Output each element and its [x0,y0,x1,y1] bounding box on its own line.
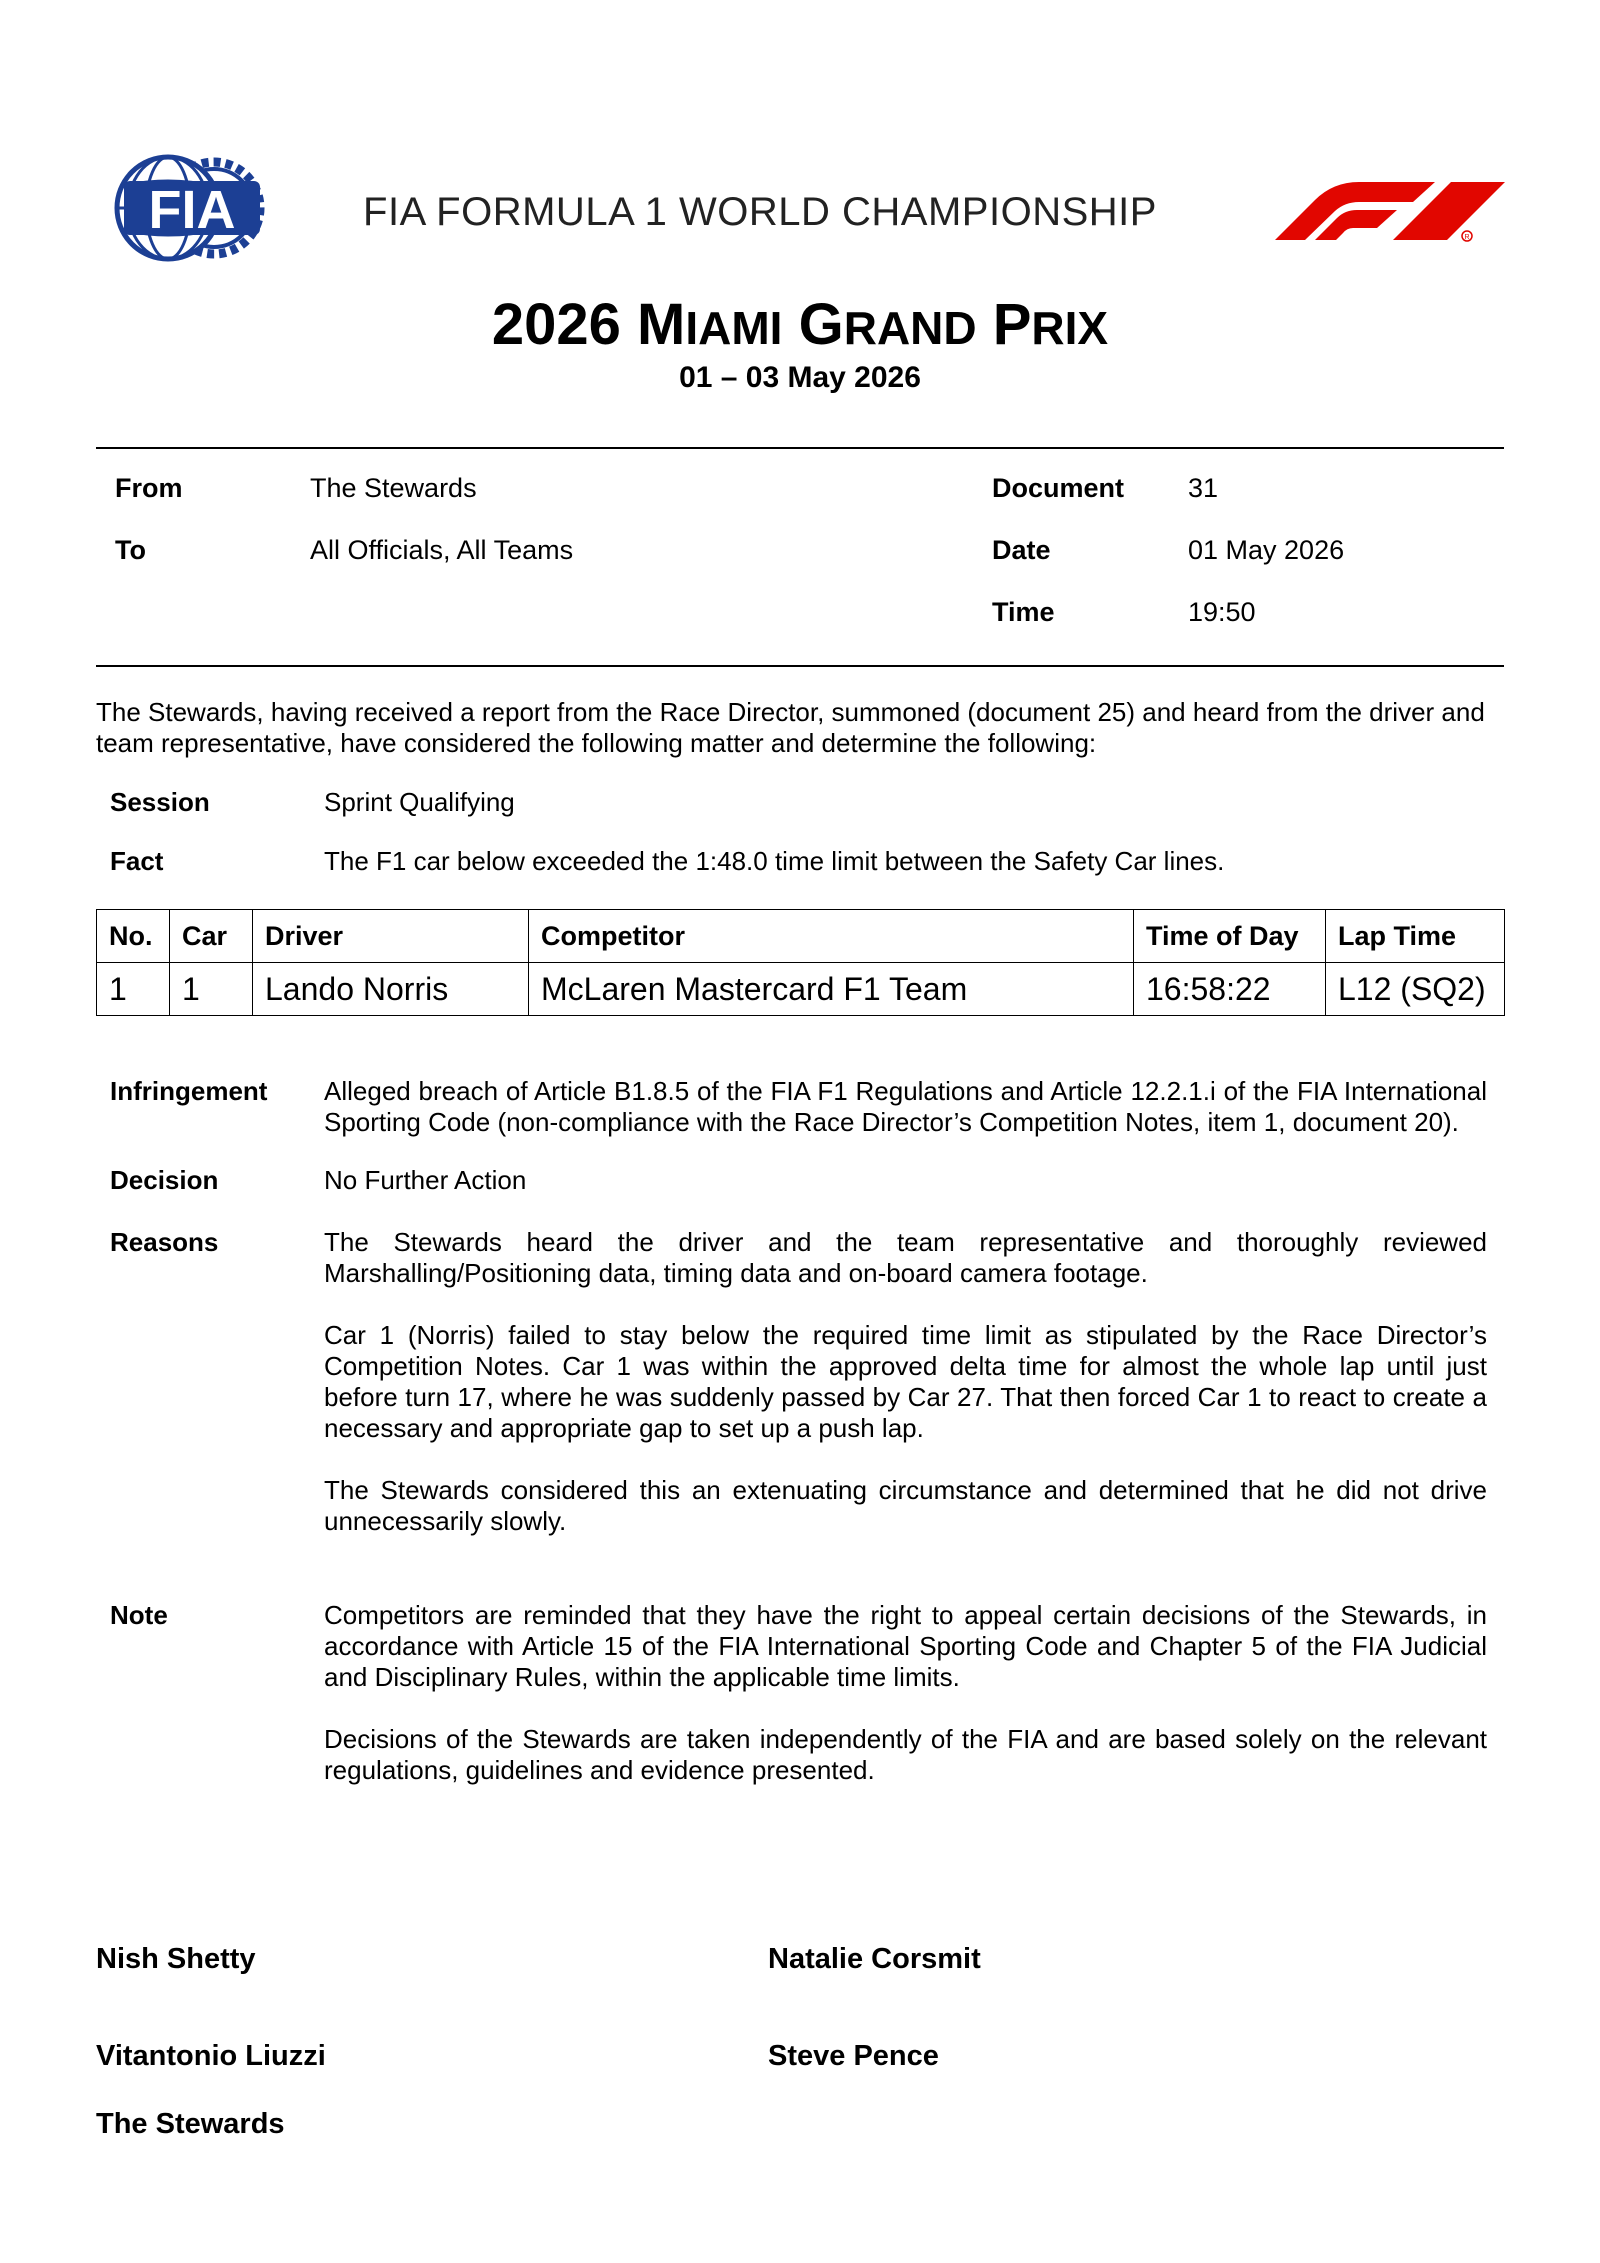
steward-signature: Nish Shetty [96,1943,256,1975]
fia-logo-text: FIA [148,180,236,240]
col-header-lap-time: Lap Time [1326,910,1505,963]
svg-text:R: R [1464,234,1470,241]
reasons-paragraph: The Stewards heard the driver and the team representative and thoroughly reviewed Marshalling/Positioning data, timing data and on-board camera footage. [324,1227,1487,1288]
table-row [97,963,1505,1016]
cell-car: 1 [170,963,253,1016]
date-label: Date [992,535,1051,565]
table-header-row [97,910,1505,963]
driver-table [96,909,1505,1016]
col-header-competitor: Competitor [529,910,1134,963]
infringement-label: Infringement [110,1076,268,1106]
reasons-label: Reasons [110,1227,219,1257]
col-header-no: No. [97,910,170,963]
infringement-value: Alleged breach of Article B1.8.5 of the FIA F1 Regulations and Article 12.2.1.i of the FIA International Sporting Code (non-compliance with the Race Director’s Competition Notes, item 1, document 20). [324,1076,1487,1137]
date-value: 01 May 2026 [1188,535,1345,565]
event-title: 2026 MIAMI GRAND PRIX [491,292,1109,357]
event-dates: 01 – 03 May 2026 [679,361,921,394]
col-header-car: Car [170,910,253,963]
to-label: To [115,535,146,565]
note-paragraph: Competitors are reminded that they have the right to appeal certain decisions of the Stewards, in accordance with Article 15 of the FIA International Sporting Code and Chapter 5 of the FIA Judicial and Disciplinary Rules, within the applicable time limits. [324,1600,1487,1692]
col-header-time-of-day: Time of Day [1134,910,1326,963]
championship-title: FIA FORMULA 1 WORLD CHAMPIONSHIP [363,190,1157,234]
steward-signature: Vitantonio Liuzzi [96,2040,326,2072]
divider-top [96,447,1504,449]
decision-value: No Further Action [324,1165,527,1195]
intro-paragraph: The Stewards, having received a report from the Race Director, summoned (document 25) and heard from the driver and team representative, have considered the following matter and determine the following: [96,697,1485,758]
col-header-driver: Driver [253,910,529,963]
cell-lap-time: L12 (SQ2) [1326,963,1505,1016]
decision-label: Decision [110,1165,219,1195]
divider-meta [96,665,1504,667]
steward-signature: Steve Pence [768,2040,939,2072]
session-label: Session [110,787,210,817]
from-value: The Stewards [310,473,477,503]
reasons-paragraph: Car 1 (Norris) failed to stay below the required time limit as stipulated by the Race Director’s Competition Notes. Car 1 was within the approved delta time for almost the whole lap until just before turn 17, where he was suddenly passed by Car 27. That then forced Car 1 to react to create a necessary and appropriate gap to set up a push lap. [324,1320,1487,1443]
stewards-footer: The Stewards [96,2108,285,2140]
f1-logo-icon [1275,180,1505,246]
fact-label: Fact [110,846,164,876]
fia-logo-icon [114,153,270,263]
cell-time-of-day: 16:58:22 [1134,963,1326,1016]
time-label: Time [992,597,1055,627]
cell-driver: Lando Norris [253,963,529,1016]
from-label: From [115,473,183,503]
cell-competitor: McLaren Mastercard F1 Team [529,963,1134,1016]
steward-signature: Natalie Corsmit [768,1943,981,1975]
reasons-paragraph: The Stewards considered this an extenuating circumstance and determined that he did not drive unnecessarily slowly. [324,1475,1487,1536]
document-label: Document [992,473,1125,503]
note-paragraph: Decisions of the Stewards are taken independently of the FIA and are based solely on the relevant regulations, guidelines and evidence presented. [324,1724,1487,1785]
to-value: All Officials, All Teams [310,535,574,565]
time-value: 19:50 [1188,597,1256,627]
note-label: Note [110,1600,168,1630]
fact-value: The F1 car below exceeded the 1:48.0 time limit between the Safety Car lines. [324,846,1225,876]
cell-no: 1 [97,963,170,1016]
document-value: 31 [1188,473,1219,503]
session-value: Sprint Qualifying [324,787,515,817]
